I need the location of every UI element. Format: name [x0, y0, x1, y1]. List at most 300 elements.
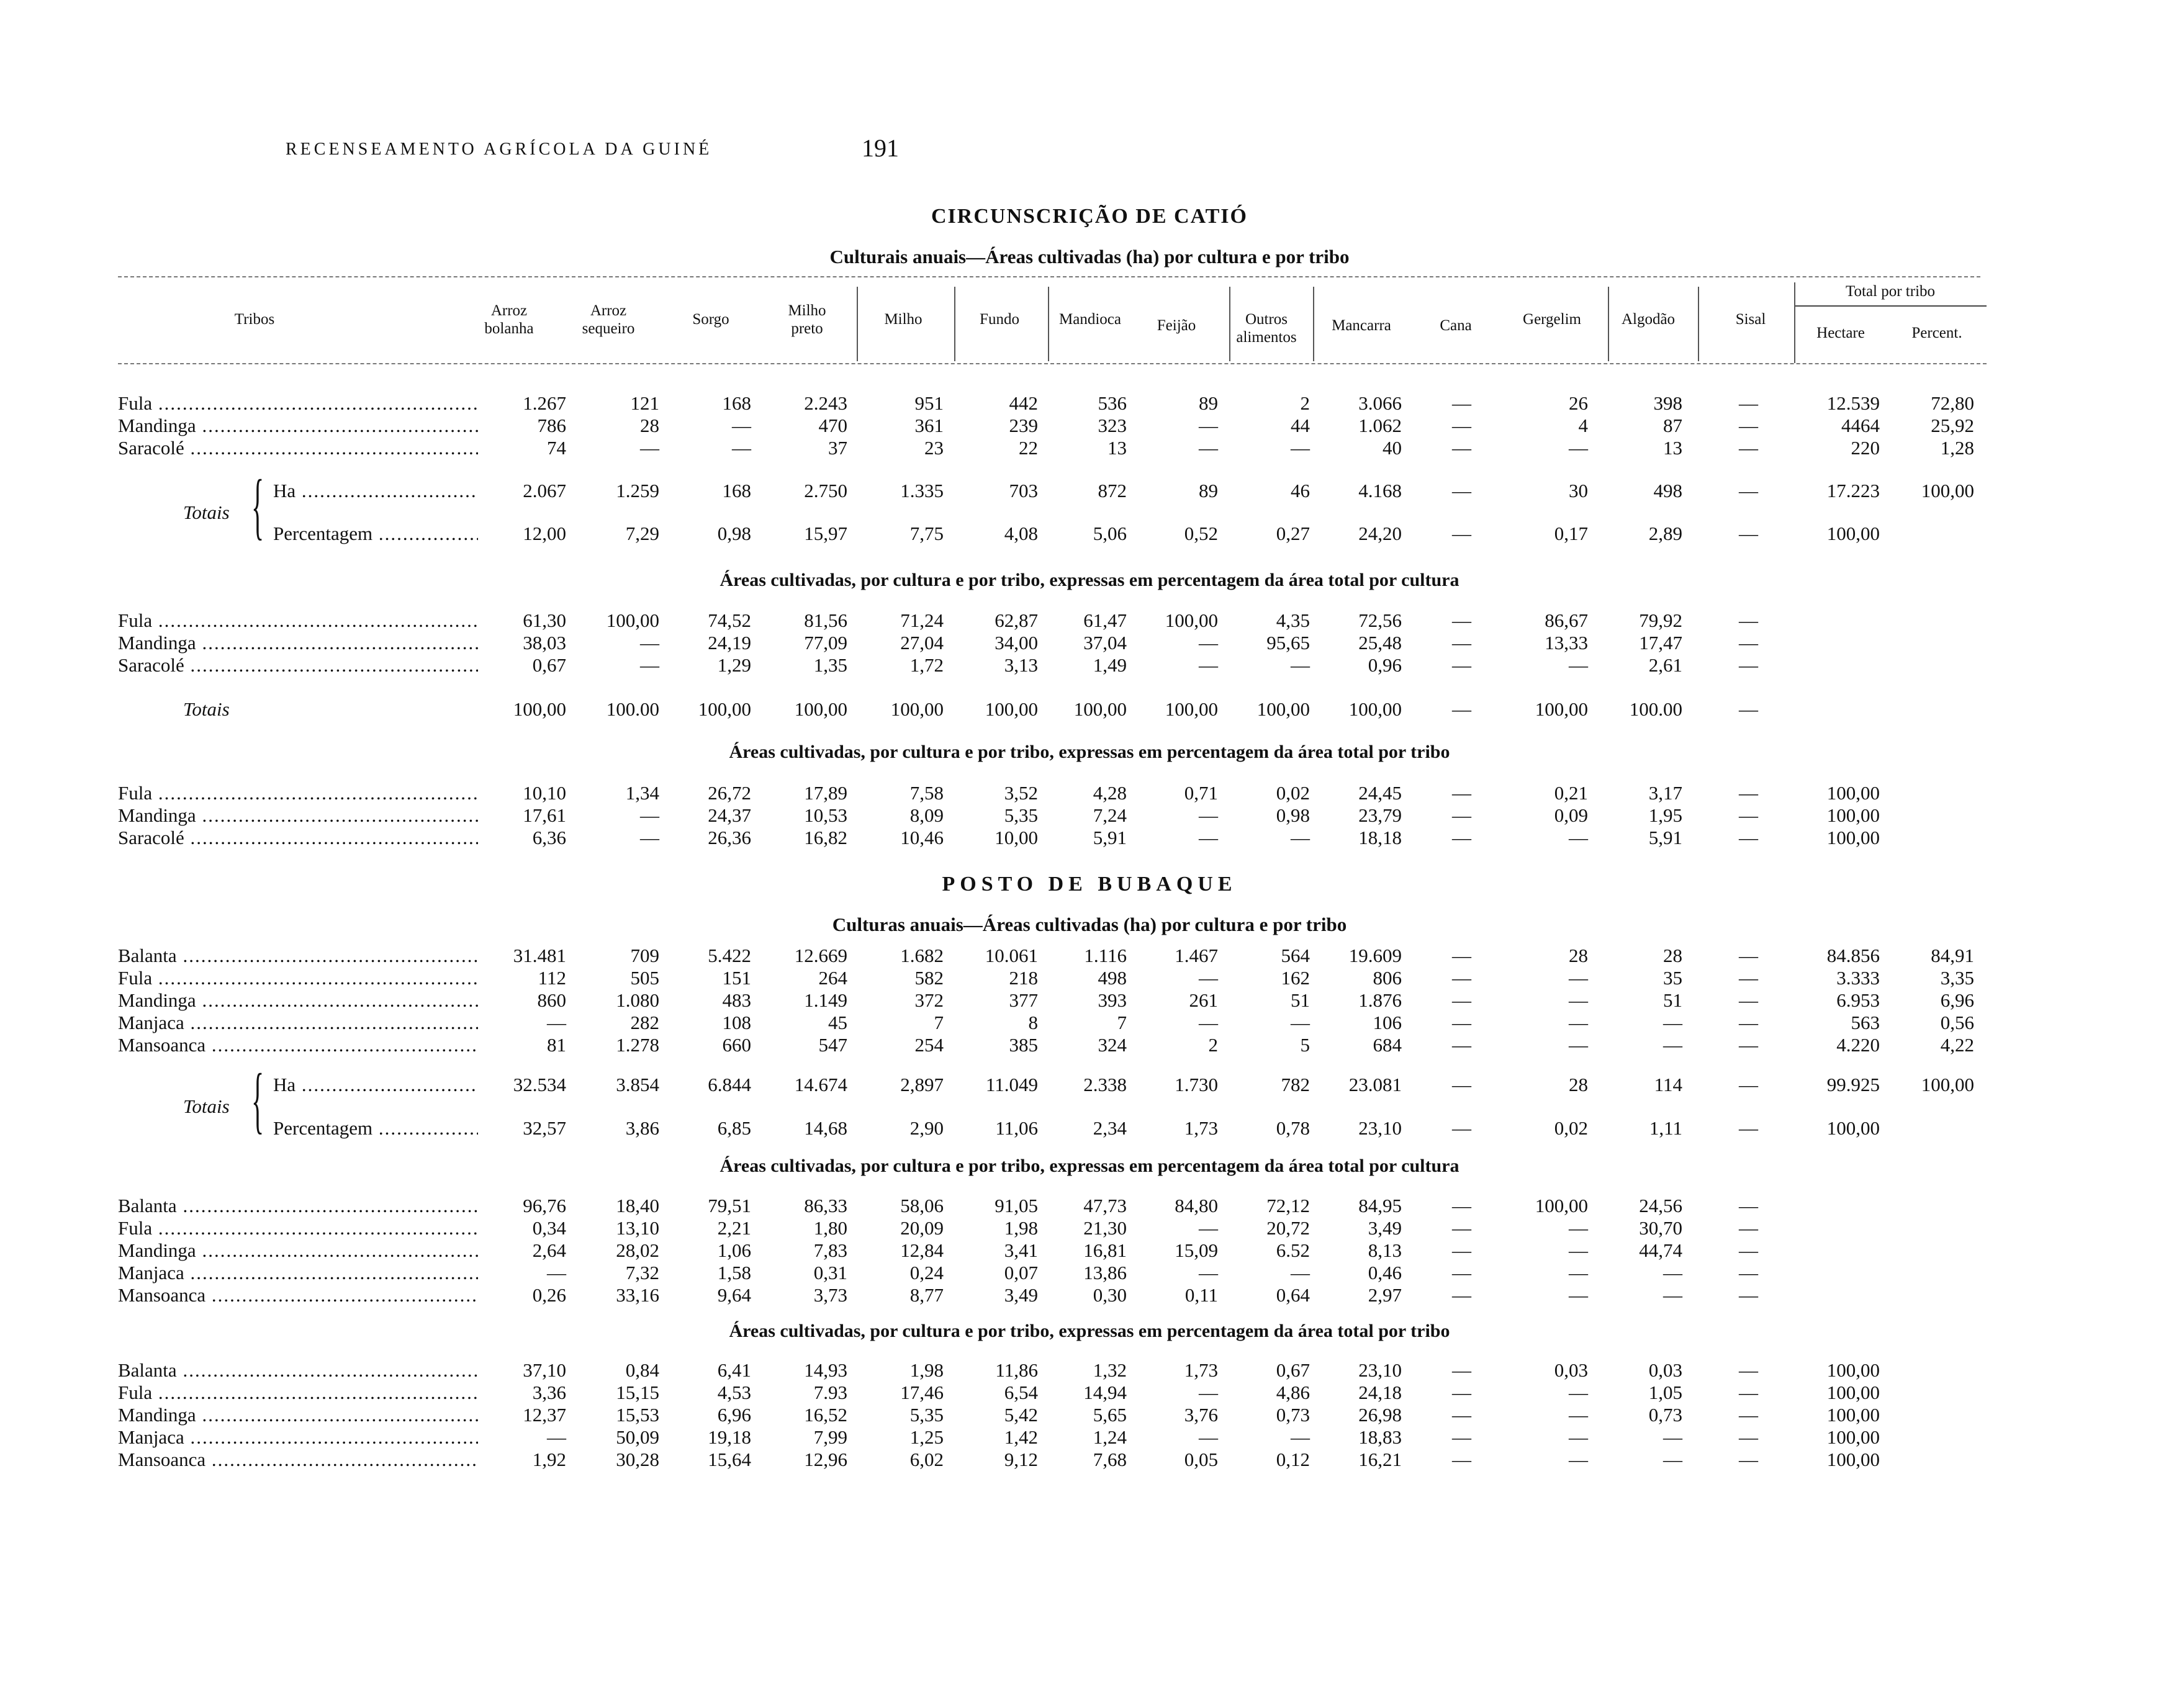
cell-milho-preto: 12,96 [804, 1449, 847, 1470]
cell-arroz-sequeiro: — [640, 804, 659, 826]
cell-outros-alimentos: — [1291, 1012, 1310, 1033]
cell-total-percent: 72,80 [1931, 392, 1974, 414]
header-fundo: Fundo [980, 311, 1019, 328]
cell-arroz-sequeiro: 1,34 [625, 782, 659, 804]
bubaque-pct-tribo-title: Áreas cultivadas, por cultura e por tribo, expressas em percentagem da área total por tribo [729, 1321, 1450, 1341]
header-cana: Cana [1440, 317, 1472, 334]
cell-arroz-sequeiro: 15,15 [616, 1382, 659, 1403]
row-label: Mandinga ..... [118, 1404, 478, 1426]
cell-cana: — [1452, 415, 1471, 436]
cell-cana: — [1452, 1284, 1471, 1306]
cell-milho-preto: 470 [818, 415, 847, 436]
row-label: Fula ..... [118, 392, 478, 415]
cell-milho: 1.682 [900, 945, 944, 966]
cell-milho: 71,24 [900, 609, 944, 631]
cell-sisal: — [1739, 415, 1758, 436]
cell-fundo: 62,87 [995, 609, 1038, 631]
cell-mancarra: 40 [1383, 437, 1402, 459]
cell-mancarra: 2,97 [1368, 1284, 1402, 1306]
cell-mancarra: 18,83 [1358, 1426, 1402, 1448]
table-row [0, 1195, 2179, 1218]
cell-arroz-sequeiro: 1.278 [616, 1034, 659, 1056]
row-label: Manjaca ..... [118, 1012, 478, 1034]
cell-arroz-sequeiro: 28,02 [616, 1239, 659, 1261]
table-row [0, 632, 2179, 655]
cell-milho-preto: 7.93 [813, 1382, 847, 1403]
cell-gergelim: — [1569, 1239, 1588, 1261]
cell-cana: — [1452, 1034, 1471, 1056]
cell-mancarra: 0,96 [1368, 654, 1402, 676]
cell-mandioca: 16,81 [1083, 1239, 1127, 1261]
cell-algodao: — [1663, 1262, 1682, 1283]
totais-label: Totais [183, 501, 230, 523]
table-row [0, 1034, 2179, 1058]
cell-sisal: — [1739, 945, 1758, 966]
cell-outros-alimentos: 100,00 [1256, 698, 1310, 720]
cell-mancarra: 72,56 [1358, 609, 1402, 631]
cell-sisal: — [1739, 392, 1758, 414]
cell-sisal: — [1739, 1262, 1758, 1283]
cell-arroz-bolanha: 12,00 [523, 523, 566, 544]
cell-total-hectare: 100,00 [1826, 523, 1880, 544]
cell-total-hectare: 100,00 [1826, 1117, 1880, 1139]
cell-cana: — [1452, 967, 1471, 989]
table-row [0, 1359, 2179, 1383]
cell-mancarra: 3.066 [1358, 392, 1402, 414]
cell-milho-preto: 14,68 [804, 1117, 847, 1139]
cell-sisal: — [1739, 967, 1758, 989]
cell-cana: — [1452, 1359, 1471, 1381]
cell-milho: 23 [924, 437, 944, 459]
cell-milho-preto: 16,82 [804, 827, 847, 848]
cell-sorgo: 79,51 [708, 1195, 751, 1216]
cell-feijao: — [1199, 1217, 1218, 1239]
cell-total-hectare: 3.333 [1836, 967, 1880, 989]
cell-sorgo: — [732, 415, 751, 436]
row-label: Manjaca ..... [118, 1426, 478, 1449]
cell-mandioca: 2.338 [1083, 1074, 1127, 1095]
cell-milho-preto: 7,83 [813, 1239, 847, 1261]
cell-mancarra: 24,18 [1358, 1382, 1402, 1403]
cell-sisal: — [1739, 480, 1758, 501]
cell-mancarra: 1.062 [1358, 415, 1402, 436]
cell-outros-alimentos: 4,86 [1276, 1382, 1310, 1403]
cell-sorgo: 168 [722, 480, 751, 501]
cell-feijao: — [1199, 654, 1218, 676]
cell-sisal: — [1739, 698, 1758, 720]
cell-sorgo: 6,41 [717, 1359, 751, 1381]
cell-algodao: — [1663, 1426, 1682, 1448]
cell-arroz-bolanha: 17,61 [523, 804, 566, 826]
cell-sorgo: 2,21 [717, 1217, 751, 1239]
section-title-catio: CIRCUNSCRIÇÃO DE CATIÓ [931, 205, 1248, 228]
cell-mandioca: 5,06 [1093, 523, 1127, 544]
cell-arroz-bolanha: 31.481 [513, 945, 566, 966]
cell-milho: 582 [914, 967, 944, 989]
cell-cana: — [1452, 523, 1471, 544]
cell-algodao: — [1663, 1284, 1682, 1306]
cell-mandioca: 13 [1108, 437, 1127, 459]
cell-outros-alimentos: 5 [1300, 1034, 1310, 1056]
row-label: Ha ..... [273, 480, 478, 502]
cell-outros-alimentos: 95,65 [1266, 632, 1310, 654]
cell-mancarra: 84,95 [1358, 1195, 1402, 1216]
cell-feijao: 0,11 [1184, 1284, 1218, 1306]
cell-total-percent: 6,96 [1940, 989, 1974, 1011]
cell-gergelim: — [1569, 967, 1588, 989]
cell-arroz-sequeiro: 121 [630, 392, 659, 414]
cell-fundo: 8 [1028, 1012, 1038, 1033]
cell-mandioca: 498 [1098, 967, 1127, 989]
cell-total-hectare: 100,00 [1826, 1382, 1880, 1403]
cell-outros-alimentos: — [1291, 654, 1310, 676]
cell-algodao: 114 [1654, 1074, 1682, 1095]
table-row [0, 804, 2179, 828]
row-label: Mansoanca ..... [118, 1449, 478, 1471]
cell-cana: — [1452, 698, 1471, 720]
table-row [0, 1239, 2179, 1263]
table-row [0, 1117, 2179, 1141]
cell-milho-preto: 100,00 [794, 698, 847, 720]
row-label: Mandinga ..... [118, 632, 478, 654]
cell-mandioca: 21,30 [1083, 1217, 1127, 1239]
cell-milho-preto: 0,31 [813, 1262, 847, 1283]
row-label: Balanta ..... [118, 1359, 478, 1382]
cell-arroz-bolanha: 32.534 [513, 1074, 566, 1095]
cell-milho: 58,06 [900, 1195, 944, 1216]
cell-sorgo: 26,36 [708, 827, 751, 848]
col-sep [1313, 287, 1314, 361]
cell-total-percent: 0,56 [1940, 1012, 1974, 1033]
cell-fundo: 11.049 [985, 1074, 1038, 1095]
cell-mancarra: 24,45 [1358, 782, 1402, 804]
cell-mancarra: 23,10 [1358, 1359, 1402, 1381]
cell-algodao: 5,91 [1648, 827, 1682, 848]
cell-gergelim: 13,33 [1545, 632, 1588, 654]
cell-fundo: 5,35 [1004, 804, 1038, 826]
catio-pct-tribo-title: Áreas cultivadas, por cultura e por tribo, expressas em percentagem da área total por tribo [729, 742, 1450, 762]
cell-arroz-sequeiro: 1.080 [616, 989, 659, 1011]
cell-cana: — [1452, 654, 1471, 676]
cell-algodao: 17,47 [1639, 632, 1682, 654]
cell-sorgo: — [732, 437, 751, 459]
cell-total-hectare: 100,00 [1826, 1449, 1880, 1470]
cell-fundo: 3,13 [1004, 654, 1038, 676]
header-hectare: Hectare [1816, 325, 1865, 341]
cell-algodao: 1,11 [1649, 1117, 1682, 1139]
row-label: Balanta ..... [118, 945, 478, 967]
cell-gergelim: 4 [1578, 415, 1588, 436]
cell-feijao: — [1199, 827, 1218, 848]
cell-milho: 1,98 [909, 1359, 944, 1381]
cell-milho: 1.335 [900, 480, 944, 501]
cell-arroz-bolanha: 32,57 [523, 1117, 566, 1139]
cell-milho: 6,02 [909, 1449, 944, 1470]
cell-gergelim: — [1569, 654, 1588, 676]
totais-label: Totais [183, 1095, 230, 1117]
cell-feijao: 1.467 [1175, 945, 1218, 966]
cell-total-hectare: 100,00 [1826, 827, 1880, 848]
cell-arroz-sequeiro: — [640, 632, 659, 654]
header-algodao: Algodão [1621, 311, 1676, 328]
cell-sorgo: 9,64 [717, 1284, 751, 1306]
cell-mandioca: 2,34 [1093, 1117, 1127, 1139]
cell-outros-alimentos: 0,78 [1276, 1117, 1310, 1139]
cell-arroz-sequeiro: 505 [630, 967, 659, 989]
header-mancarra: Mancarra [1332, 317, 1391, 334]
header-mandioca: Mandioca [1059, 311, 1121, 328]
table-row [0, 1012, 2179, 1035]
cell-fundo: 10,00 [995, 827, 1038, 848]
cell-total-percent: 1,28 [1940, 437, 1974, 459]
cell-milho-preto: 37 [828, 437, 847, 459]
cell-sorgo: 151 [722, 967, 751, 989]
cell-arroz-sequeiro: 100,00 [606, 609, 659, 631]
cell-algodao: 2,89 [1648, 523, 1682, 544]
cell-arroz-sequeiro: 709 [630, 945, 659, 966]
cell-gergelim: — [1569, 1404, 1588, 1426]
page-number: 191 [862, 134, 899, 162]
cell-arroz-sequeiro: 0,84 [625, 1359, 659, 1381]
table-row [0, 989, 2179, 1013]
cell-algodao: 1,95 [1648, 804, 1682, 826]
header-sorgo: Sorgo [692, 311, 729, 328]
row-label: Manjaca ..... [118, 1262, 478, 1284]
table-row [0, 827, 2179, 850]
cell-total-hectare: 100,00 [1826, 1359, 1880, 1381]
cell-sorgo: 19,18 [708, 1426, 751, 1448]
cell-gergelim: 30 [1569, 480, 1588, 501]
cell-milho: 372 [914, 989, 944, 1011]
cell-mancarra: 23,79 [1358, 804, 1402, 826]
cell-outros-alimentos: 20,72 [1266, 1217, 1310, 1239]
running-head: RECENSEAMENTO AGRÍCOLA DA GUINÉ [286, 140, 713, 159]
col-sep [857, 287, 858, 361]
cell-mancarra: 0,46 [1368, 1262, 1402, 1283]
cell-fundo: 34,00 [995, 632, 1038, 654]
col-sep [1698, 287, 1699, 361]
cell-outros-alimentos: — [1291, 1426, 1310, 1448]
table-row [0, 698, 2179, 722]
cell-sisal: — [1739, 1426, 1758, 1448]
cell-outros-alimentos: 782 [1281, 1074, 1310, 1095]
cell-mandioca: 100,00 [1073, 698, 1127, 720]
cell-milho: 1,72 [909, 654, 944, 676]
cell-gergelim: — [1569, 1217, 1588, 1239]
cell-mandioca: 1.116 [1084, 945, 1127, 966]
cell-sorgo: 1,06 [717, 1239, 751, 1261]
cell-outros-alimentos: 2 [1300, 392, 1310, 414]
cell-feijao: 1,73 [1184, 1117, 1218, 1139]
row-label: Balanta ..... [118, 1195, 478, 1217]
cell-sisal: — [1739, 1359, 1758, 1381]
cell-feijao: — [1199, 1012, 1218, 1033]
cell-algodao: 0,03 [1648, 1359, 1682, 1381]
row-label: Mandinga ..... [118, 1239, 478, 1262]
cell-mancarra: 25,48 [1358, 632, 1402, 654]
cell-sorgo: 6,96 [717, 1404, 751, 1426]
cell-algodao: 30,70 [1639, 1217, 1682, 1239]
header-arroz-sequeiro: Arroz sequeiro [582, 302, 635, 337]
cell-fundo: 385 [1009, 1034, 1038, 1056]
section-title-bubaque: POSTO DE BUBAQUE [942, 873, 1237, 896]
cell-milho-preto: 2.243 [804, 392, 847, 414]
cell-fundo: 0,07 [1004, 1262, 1038, 1283]
cell-fundo: 377 [1009, 989, 1038, 1011]
cell-arroz-bolanha: 0,34 [532, 1217, 566, 1239]
cell-mancarra: 3,49 [1368, 1217, 1402, 1239]
row-label: Percentagem ..... [273, 1117, 478, 1139]
cell-arroz-bolanha: 1,92 [532, 1449, 566, 1470]
cell-feijao: — [1199, 437, 1218, 459]
cell-sorgo: 0,98 [717, 523, 751, 544]
cell-sorgo: 6,85 [717, 1117, 751, 1139]
cell-cana: — [1452, 1239, 1471, 1261]
cell-milho: 7 [934, 1012, 944, 1033]
cell-mandioca: 61,47 [1083, 609, 1127, 631]
cell-feijao: — [1199, 1382, 1218, 1403]
cell-cana: — [1452, 804, 1471, 826]
cell-sisal: — [1739, 1195, 1758, 1216]
cell-mancarra: 19.609 [1348, 945, 1402, 966]
cell-total-percent: 100,00 [1921, 1074, 1974, 1095]
cell-milho: 8,77 [909, 1284, 944, 1306]
cell-arroz-bolanha: 100,00 [513, 698, 566, 720]
cell-cana: — [1452, 609, 1471, 631]
cell-sisal: — [1739, 1217, 1758, 1239]
cell-total-percent: 84,91 [1931, 945, 1974, 966]
cell-sorgo: 15,64 [708, 1449, 751, 1470]
cell-feijao: 1,73 [1184, 1359, 1218, 1381]
cell-arroz-bolanha: 74 [547, 437, 566, 459]
row-label: Ha ..... [273, 1074, 478, 1096]
cell-arroz-sequeiro: 30,28 [616, 1449, 659, 1470]
cell-arroz-sequeiro: 28 [640, 415, 659, 436]
cell-feijao: 261 [1189, 989, 1218, 1011]
cell-arroz-sequeiro: 7,32 [625, 1262, 659, 1283]
cell-sisal: — [1739, 804, 1758, 826]
cell-feijao: 100,00 [1165, 609, 1218, 631]
cell-mandioca: 323 [1098, 415, 1127, 436]
cell-gergelim: 0,21 [1554, 782, 1588, 804]
cell-outros-alimentos: 6.52 [1276, 1239, 1310, 1261]
cell-milho: 951 [914, 392, 944, 414]
cell-fundo: 1,42 [1004, 1426, 1038, 1448]
cell-algodao: 398 [1653, 392, 1682, 414]
cell-gergelim: 0,17 [1554, 523, 1588, 544]
cell-milho-preto: 17,89 [804, 782, 847, 804]
cell-gergelim: — [1569, 1262, 1588, 1283]
cell-sisal: — [1739, 1449, 1758, 1470]
cell-sisal: — [1739, 1117, 1758, 1139]
cell-cana: — [1452, 1074, 1471, 1095]
cell-arroz-bolanha: 6,36 [532, 827, 566, 848]
row-label: Percentagem ..... [273, 523, 478, 545]
cell-sisal: — [1739, 1239, 1758, 1261]
cell-mancarra: 4.168 [1358, 480, 1402, 501]
cell-mandioca: 47,73 [1083, 1195, 1127, 1216]
cell-milho-preto: 547 [818, 1034, 847, 1056]
cell-sisal: — [1739, 437, 1758, 459]
cell-outros-alimentos: — [1291, 827, 1310, 848]
cell-outros-alimentos: 0,02 [1276, 782, 1310, 804]
cell-algodao: 79,92 [1639, 609, 1682, 631]
cell-gergelim: 26 [1569, 392, 1588, 414]
cell-algodao: — [1663, 1449, 1682, 1470]
cell-sisal: — [1739, 1074, 1758, 1095]
cell-algodao: 51 [1663, 989, 1682, 1011]
cell-arroz-sequeiro: 18,40 [616, 1195, 659, 1216]
cell-arroz-sequeiro: — [640, 827, 659, 848]
cell-milho-preto: 12.669 [794, 945, 847, 966]
cell-arroz-sequeiro: 50,09 [616, 1426, 659, 1448]
cell-outros-alimentos: 72,12 [1266, 1195, 1310, 1216]
cell-algodao: 498 [1653, 480, 1682, 501]
header-milho: Milho [884, 311, 923, 328]
cell-gergelim: 0,02 [1554, 1117, 1588, 1139]
cell-fundo: 11,06 [995, 1117, 1038, 1139]
cell-fundo: 91,05 [995, 1195, 1038, 1216]
col-sep [1229, 287, 1230, 361]
cell-milho: 12,84 [900, 1239, 944, 1261]
cell-milho: 5,35 [909, 1404, 944, 1426]
cell-outros-alimentos: — [1291, 1262, 1310, 1283]
cell-mandioca: 536 [1098, 392, 1127, 414]
cell-algodao: — [1663, 1034, 1682, 1056]
cell-gergelim: — [1569, 437, 1588, 459]
cell-milho-preto: 7,99 [813, 1426, 847, 1448]
cell-milho: 7,58 [909, 782, 944, 804]
cell-milho: 361 [914, 415, 944, 436]
cell-milho-preto: 14.674 [794, 1074, 847, 1095]
row-label: Totais [183, 698, 230, 720]
table-row [0, 415, 2179, 438]
cell-outros-alimentos: 0,64 [1276, 1284, 1310, 1306]
cell-total-hectare: 220 [1851, 437, 1880, 459]
cell-sisal: — [1739, 609, 1758, 631]
row-label: Mandinga ..... [118, 804, 478, 827]
cell-mandioca: 1,24 [1093, 1426, 1127, 1448]
cell-fundo: 1,98 [1004, 1217, 1038, 1239]
header-outros-alimentos: Outros alimentos [1236, 311, 1297, 346]
table-row [0, 1382, 2179, 1405]
cell-total-hectare: 100,00 [1826, 804, 1880, 826]
cell-sorgo: 1,58 [717, 1262, 751, 1283]
cell-fundo: 3,52 [1004, 782, 1038, 804]
cell-sisal: — [1739, 523, 1758, 544]
cell-arroz-sequeiro: 3.854 [616, 1074, 659, 1095]
cell-feijao: — [1199, 1262, 1218, 1283]
cell-feijao: 3,76 [1184, 1404, 1218, 1426]
cell-total-hectare: 4464 [1841, 415, 1880, 436]
cell-algodao: 0,73 [1648, 1404, 1682, 1426]
cell-gergelim: 86,67 [1545, 609, 1588, 631]
header-milho-preto: Milho preto [788, 302, 826, 337]
cell-algodao: 100.00 [1629, 698, 1682, 720]
cell-arroz-sequeiro: 13,10 [616, 1217, 659, 1239]
cell-total-hectare: 100,00 [1826, 782, 1880, 804]
row-label: Saracolé ..... [118, 827, 478, 849]
cell-fundo: 6,54 [1004, 1382, 1038, 1403]
col-sep [1048, 287, 1049, 361]
cell-milho-preto: 15,97 [804, 523, 847, 544]
cell-arroz-bolanha: 3,36 [532, 1382, 566, 1403]
cell-arroz-bolanha: 61,30 [523, 609, 566, 631]
cell-mandioca: 1,32 [1093, 1359, 1127, 1381]
cell-cana: — [1452, 632, 1471, 654]
cell-sorgo: 4,53 [717, 1382, 751, 1403]
cell-arroz-bolanha: — [547, 1262, 566, 1283]
